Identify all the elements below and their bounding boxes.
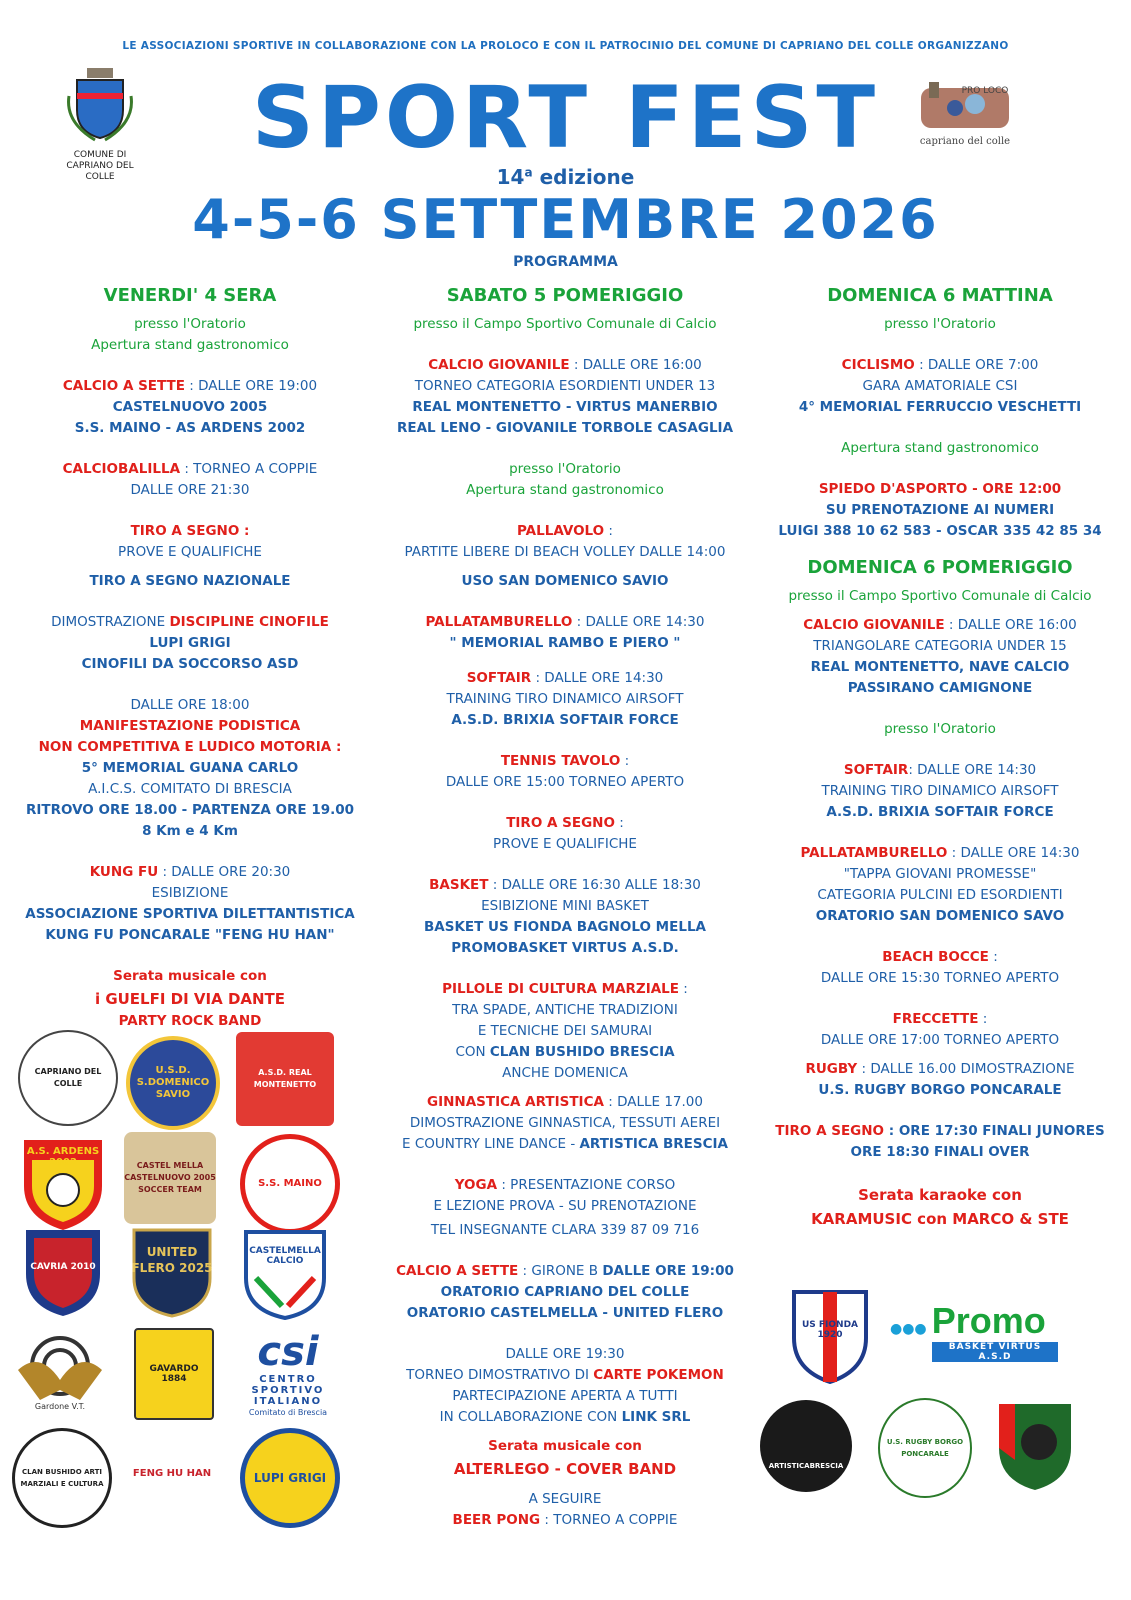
friday-tiro-segno — [10, 521, 370, 542]
event-label: SOFTAIR — [843, 762, 909, 778]
music-intro: Serata musicale con — [488, 1438, 642, 1454]
event-text: TORNEO CATEGORIA ESORDIENTI UNDER 13 — [414, 378, 716, 394]
friday-venue: presso l'Oratorio — [134, 316, 246, 332]
event-text: TRA SPADE, ANTICHE TRADIZIONI — [452, 1002, 678, 1018]
event-label: BASKET — [429, 877, 489, 893]
event-text: TRAINING TIRO DINAMICO AIRSOFT — [446, 691, 684, 707]
match-line: REAL LENO - GIOVANILE TORBOLE CASAGLIA — [396, 420, 734, 436]
event-org: LINK SRL — [621, 1409, 691, 1425]
sunday-morning-heading: DOMENICA 6 MATTINA — [827, 285, 1053, 306]
friday-kung-fu — [10, 862, 370, 883]
event-time: : DALLE 16.00 DIMOSTRAZIONE — [857, 1061, 1075, 1077]
sunday-spiedo: SPIEDO D'ASPORTO - ORE 12:00 — [818, 481, 1062, 497]
programma-label: PROGRAMMA — [513, 254, 618, 270]
gavardo-logo — [134, 1328, 214, 1420]
logo-text: ARTISTICABRESCIA — [768, 1462, 844, 1470]
sunday-venue: presso l'Oratorio — [884, 316, 996, 332]
saturday-beer-pong — [385, 1510, 745, 1531]
match-line: S.S. MAINO - AS ARDENS 2002 — [74, 420, 306, 436]
event-text: ORE 18:30 FINALI OVER — [850, 1144, 1030, 1160]
edition-word: edizione — [539, 165, 635, 189]
event-org: USO SAN DOMENICO SAVIO — [461, 573, 669, 589]
event-label: TIRO A SEGNO — [130, 523, 240, 539]
event-time: : DALLE ORE 14:30 — [947, 845, 1080, 861]
sunday-afternoon-heading: DOMENICA 6 POMERIGGIO — [807, 557, 1073, 578]
sunday-calcio-giovanile — [755, 615, 1125, 636]
event-text: 8 Km e 4 Km — [142, 823, 238, 839]
event-time: : DALLE ORE 16:00 — [944, 617, 1077, 633]
event-label: CICLISMO — [841, 357, 915, 373]
match-line: ORATORIO CASTELMELLA - UNITED FLERO — [406, 1305, 724, 1321]
real-montenetto-logo — [236, 1032, 334, 1126]
logo-text: Promo — [931, 1300, 1046, 1341]
match-line: REAL MONTENETTO - VIRTUS MANERBIO — [412, 399, 718, 415]
event-time: : DALLE ORE 14:30 — [908, 762, 1037, 778]
event-text: SU PRENOTAZIONE AI NUMERI — [825, 502, 1055, 518]
event-org: BASKET US FIONDA BAGNOLO MELLA — [423, 919, 706, 935]
event-label: DISCIPLINE CINOFILE — [169, 614, 329, 630]
logo-subtext: BASKET VIRTUS A.S.D — [932, 1342, 1058, 1362]
event-text: TRAINING TIRO DINAMICO AIRSOFT — [821, 783, 1059, 799]
event-text: TEL INSEGNANTE CLARA 339 87 09 716 — [430, 1222, 700, 1238]
event-label: PALLATAMBURELLO — [425, 614, 573, 630]
event-text: E COUNTRY LINE DANCE - — [402, 1136, 580, 1152]
event-label: CALCIO GIOVANILE — [803, 617, 945, 633]
logo-text: SPORTIVO — [251, 1385, 325, 1396]
saturday-venue: presso il Campo Sportivo Comunale di Calcio — [413, 316, 717, 332]
saturday-column — [385, 284, 745, 1531]
sunday-ciclismo — [755, 355, 1125, 376]
organizers-line: LE ASSOCIAZIONI SPORTIVE IN COLLABORAZIONE CON LA PROLOCO E CON IL PATROCINIO DEL COMUNE DI CAPRIANO DEL COLLE ORGANIZZANO — [122, 40, 1009, 52]
saturday-pokemon — [385, 1365, 745, 1386]
event-text: : TORNEO A COPPIE — [540, 1512, 678, 1528]
event-org: A.S.D. BRIXIA SOFTAIR FORCE — [826, 804, 1054, 820]
event-org: U.S. RUGBY BORGO PONCARALE — [818, 1082, 1062, 1098]
feng-hu-han-logo — [124, 1426, 220, 1522]
logo-text: ITALIANO — [253, 1396, 323, 1407]
music-band: i GUELFI DI VIA DANTE — [94, 990, 286, 1008]
music-subtitle: PARTY ROCK BAND — [118, 1013, 262, 1029]
event-text: CATEGORIA PULCINI ED ESORDIENTI — [817, 887, 1063, 903]
karaoke-band: KARAMUSIC con MARCO & STE — [811, 1210, 1069, 1228]
rugby-poncarale-logo — [878, 1398, 972, 1498]
comune-caption-1: COMUNE DI — [73, 150, 127, 160]
event-time: : DALLE ORE 7:00 — [914, 357, 1039, 373]
event-org: KUNG FU PONCARALE "FENG HU HAN" — [45, 927, 335, 943]
event-label: RUGBY — [805, 1061, 858, 1077]
event-label: TIRO A SEGNO — [775, 1123, 885, 1139]
sunday-pallatamburello — [755, 843, 1125, 864]
event-label: CALCIO A SETTE — [62, 378, 185, 394]
match-line: CASTELNUOVO 2005 — [112, 399, 268, 415]
friday-calcio-sette — [10, 376, 370, 397]
event-org: PROMOBASKET VIRTUS A.S.D. — [451, 940, 679, 956]
event-org: ORATORIO SAN DOMENICO SAVO — [815, 908, 1065, 924]
event-label: CALCIO A SETTE — [396, 1263, 519, 1279]
event-label-line — [10, 737, 370, 758]
event-text: ESIBIZIONE — [151, 885, 229, 901]
sunday-softair — [755, 760, 1125, 781]
artistica-brescia-logo — [760, 1400, 852, 1492]
edition-number: 14 — [496, 165, 525, 189]
event-label: TENNIS TAVOLO — [500, 753, 621, 769]
event-text: A SEGUIRE — [528, 1491, 602, 1507]
event-org: CLAN BUSHIDO BRESCIA — [489, 1044, 675, 1060]
saturday-basket — [385, 875, 745, 896]
event-dates: 4-5-6 SETTEMBRE 2026 — [192, 188, 939, 251]
event-text: IN COLLABORAZIONE CON — [439, 1409, 622, 1425]
sunday-rugby — [755, 1059, 1125, 1080]
logo-text: CASTEL MELLA CASTELNUOVO 2005 SOCCER TEAM — [124, 1161, 216, 1194]
event-label: PALLATAMBURELLO — [800, 845, 948, 861]
fionda-logo-text: US FIONDA 1920 — [801, 1320, 859, 1340]
event-text: DALLE ORE 15:30 TORNEO APERTO — [820, 970, 1060, 986]
event-label: BEER PONG — [452, 1512, 541, 1528]
saturday-softair — [385, 668, 745, 689]
event-colon: : — [988, 949, 998, 965]
event-time: : DALLE ORE 14:30 — [572, 614, 705, 630]
event-time: : DALLE ORE 14:30 — [531, 670, 664, 686]
event-label: YOGA — [454, 1177, 498, 1193]
event-text: DALLE ORE 17:00 TORNEO APERTO — [820, 1032, 1060, 1048]
event-text — [385, 1042, 745, 1063]
edition-label — [0, 165, 1131, 189]
event-org: 4° MEMORIAL FERRUCCIO VESCHETTI — [798, 399, 1082, 415]
event-time: : DALLE ORE 20:30 — [158, 864, 291, 880]
logo-text: U.S.D. S.DOMENICO SAVIO — [136, 1065, 210, 1100]
saturday-ginnastica — [385, 1092, 745, 1113]
event-text: PROVE E QUALIFICHE — [493, 836, 637, 852]
ss-maino-logo — [240, 1134, 340, 1234]
match-line: REAL MONTENETTO, NAVE CALCIO — [810, 659, 1070, 675]
event-time: DALLE ORE 18:00 — [130, 697, 250, 713]
csi-logo — [240, 1330, 336, 1418]
event-text: ESIBIZIONE MINI BASKET — [481, 898, 649, 914]
event-label: NON COMPETITIVA E LUDICO MOTORIA — [38, 739, 332, 755]
sunday-freccette — [755, 1009, 1125, 1030]
logo-text: GAVARDO 1884 — [149, 1364, 199, 1384]
event-text: PARTITE LIBERE DI BEACH VOLLEY DALLE 14:00 — [404, 544, 726, 560]
event-org: TIRO A SEGNO NAZIONALE — [89, 573, 291, 589]
logo-text: CAPRIANO DEL COLLE — [34, 1067, 102, 1088]
saturday-tiro-segno — [385, 813, 745, 834]
event-label: SOFTAIR — [466, 670, 532, 686]
event-text: LUIGI 388 10 62 583 - OSCAR 335 42 85 34 — [778, 523, 1102, 539]
saturday-venue-2: presso l'Oratorio — [509, 461, 621, 477]
paw-icon: ●●● — [890, 1321, 927, 1337]
event-time: DALLE ORE 21:30 — [130, 482, 250, 498]
event-colon: : — [679, 981, 688, 997]
match-line: ORATORIO CAPRIANO DEL COLLE — [440, 1284, 690, 1300]
event-text: CON — [455, 1044, 490, 1060]
csi-mark-icon: csi — [257, 1329, 319, 1375]
lupi-grigi-logo — [240, 1428, 340, 1528]
sunday-venue-2: presso il Campo Sportivo Comunale di Calcio — [788, 588, 1092, 604]
saturday-yoga — [385, 1175, 745, 1196]
match-line: PASSIRANO CAMIGNONE — [847, 680, 1033, 696]
event-text: : GIRONE B — [518, 1263, 603, 1279]
castelmella-shield-icon — [242, 1228, 328, 1320]
event-org: CINOFILI DA SOCCORSO ASD — [81, 656, 299, 672]
friday-calciobalilla — [10, 459, 370, 480]
karaoke-intro: Serata karaoke con — [858, 1186, 1022, 1204]
event-text: : PRESENTAZIONE CORSO — [497, 1177, 676, 1193]
friday-cinofile — [10, 612, 370, 633]
event-time: : DALLE ORE 19:00 — [184, 378, 318, 394]
event-text: TORNEO DIMOSTRATIVO DI — [406, 1367, 594, 1383]
edition-superscript: a — [524, 165, 533, 180]
cavria-logo-text: CAVRIA 2010 — [30, 1262, 96, 1272]
comune-caption-2: CAPRIANO DEL COLLE — [66, 161, 134, 182]
event-org: LUPI GRIGI — [149, 635, 231, 651]
event-text: DIMOSTRAZIONE GINNASTICA, TESSUTI AEREI — [409, 1115, 721, 1131]
saturday-heading: SABATO 5 POMERIGGIO — [446, 285, 684, 306]
event-org: 5° MEMORIAL GUANA CARLO — [81, 760, 299, 776]
event-label: PILLOLE DI CULTURA MARZIALE — [442, 981, 680, 997]
logo-text: LUPI GRIGI — [253, 1471, 327, 1485]
sunday-stand: Apertura stand gastronomico — [841, 440, 1039, 456]
event-colon: : — [620, 753, 630, 769]
event-text: GARA AMATORIALE CSI — [862, 378, 1018, 394]
castelnuovo-logo — [124, 1132, 216, 1224]
event-text — [385, 1134, 745, 1155]
event-colon: : — [331, 739, 342, 755]
event-text — [385, 1407, 745, 1428]
event-text: : TORNEO A COPPIE — [180, 461, 318, 477]
event-label: PALLAVOLO — [517, 523, 605, 539]
sunday-tiro-segno — [755, 1121, 1125, 1142]
promobasket-logo — [890, 1300, 1070, 1362]
saturday-calcio-giovanile — [385, 355, 745, 376]
event-text: E LEZIONE PROVA - SU PRENOTAZIONE — [433, 1198, 697, 1214]
green-shield-icon — [995, 1400, 1075, 1492]
saturday-stand: Apertura stand gastronomico — [466, 482, 664, 498]
saturday-pallatamburello — [385, 612, 745, 633]
friday-stand: Apertura stand gastronomico — [91, 337, 289, 353]
saturday-tennis-tavolo — [385, 751, 745, 772]
event-time: : DALLE ORE 16:00 — [569, 357, 702, 373]
saturday-calcio-sette — [385, 1261, 745, 1282]
event-title: SPORT FEST — [251, 68, 880, 168]
event-org: ARTISTICA BRESCIA — [579, 1136, 728, 1152]
united-flero-logo-text: UNITED FLERO 2025 — [131, 1245, 213, 1275]
event-text: "TAPPA GIOVANI PROMESSE" — [843, 866, 1037, 882]
logo-text: Comitato di Brescia — [248, 1408, 328, 1417]
event-time: DALLE ORE 19:30 — [505, 1346, 625, 1362]
event-text: ANCHE DOMENICA — [502, 1065, 628, 1081]
logo-text: U.S. RUGBY BORGO PONCARALE — [886, 1438, 964, 1458]
event-time: : DALLE ORE 16:30 ALLE 18:30 — [488, 877, 701, 893]
logo-text: S.S. MAINO — [258, 1178, 322, 1189]
event-org: A.S.D. BRIXIA SOFTAIR FORCE — [451, 712, 679, 728]
event-text: DALLE ORE 15:00 TORNEO APERTO — [445, 774, 685, 790]
event-label: KUNG FU — [89, 864, 159, 880]
friday-heading: VENERDI' 4 SERA — [103, 285, 277, 306]
music-band: ALTERLEGO - COVER BAND — [453, 1460, 677, 1478]
event-org: ASSOCIAZIONE SPORTIVA DILETTANTISTICA — [25, 906, 355, 922]
proloco-top-text: PRO LOCO — [961, 86, 1009, 96]
sunday-beach-bocce — [755, 947, 1125, 968]
event-text: PROVE E QUALIFICHE — [118, 544, 262, 560]
event-text: DIMOSTRAZIONE — [51, 614, 170, 630]
event-label: TIRO A SEGNO — [506, 815, 615, 831]
music-intro: Serata musicale con — [113, 968, 267, 984]
event-label: BEACH BOCCE — [882, 949, 989, 965]
friday-column — [10, 284, 370, 1032]
event-text: A.I.C.S. COMITATO DI BRESCIA — [88, 781, 292, 797]
oratorio-logo — [18, 1030, 118, 1126]
gardone-logo-text: Gardone V.T. — [34, 1402, 86, 1411]
event-label: FRECCETTE — [892, 1011, 979, 1027]
event-label: CALCIOBALILLA — [62, 461, 181, 477]
saturday-pallavolo — [385, 521, 745, 542]
saturday-cultura-marziale — [385, 979, 745, 1000]
event-colon: : — [978, 1011, 988, 1027]
cavria-shield-icon — [22, 1226, 104, 1318]
bushido-logo — [12, 1428, 112, 1528]
event-time: : ORE 17:30 FINALI JUNORES — [884, 1123, 1105, 1139]
castelmella-logo-text: CASTELMELLA CALCIO — [249, 1246, 321, 1266]
event-org: " MEMORIAL RAMBO E PIERO " — [449, 635, 681, 651]
logo-text: FENG HU HAN — [132, 1468, 212, 1479]
logo-text: CLAN BUSHIDO ARTI MARZIALI E CULTURA — [20, 1468, 104, 1488]
proloco-caption: capriano del colle — [919, 136, 1011, 147]
ardens-logo-text: A.S. ARDENS 2002 — [26, 1146, 100, 1168]
event-colon: : — [614, 815, 624, 831]
event-colon: : — [604, 523, 613, 539]
logo-text: A.S.D. REAL MONTENETTO — [253, 1068, 317, 1089]
event-text: PARTECIPAZIONE APERTA A TUTTI — [452, 1388, 678, 1404]
event-colon: : — [239, 523, 250, 539]
sunday-column — [755, 284, 1125, 1231]
event-text: RITROVO ORE 18.00 - PARTENZA ORE 19.00 — [25, 802, 355, 818]
event-label: CALCIO GIOVANILE — [428, 357, 570, 373]
event-label: MANIFESTAZIONE PODISTICA — [79, 718, 301, 734]
usd-savio-logo — [126, 1036, 220, 1130]
event-time: : DALLE 17.00 — [603, 1094, 703, 1110]
logo-text: CENTRO — [259, 1374, 317, 1385]
event-text: TRIANGOLARE CATEGORIA UNDER 15 — [813, 638, 1067, 654]
event-label: CARTE POKEMON — [593, 1367, 724, 1383]
sunday-venue-3: presso l'Oratorio — [884, 721, 996, 737]
event-label: GINNASTICA ARTISTICA — [427, 1094, 604, 1110]
event-text: E TECNICHE DEI SAMURAI — [477, 1023, 653, 1039]
event-time: DALLE ORE 19:00 — [602, 1263, 734, 1279]
